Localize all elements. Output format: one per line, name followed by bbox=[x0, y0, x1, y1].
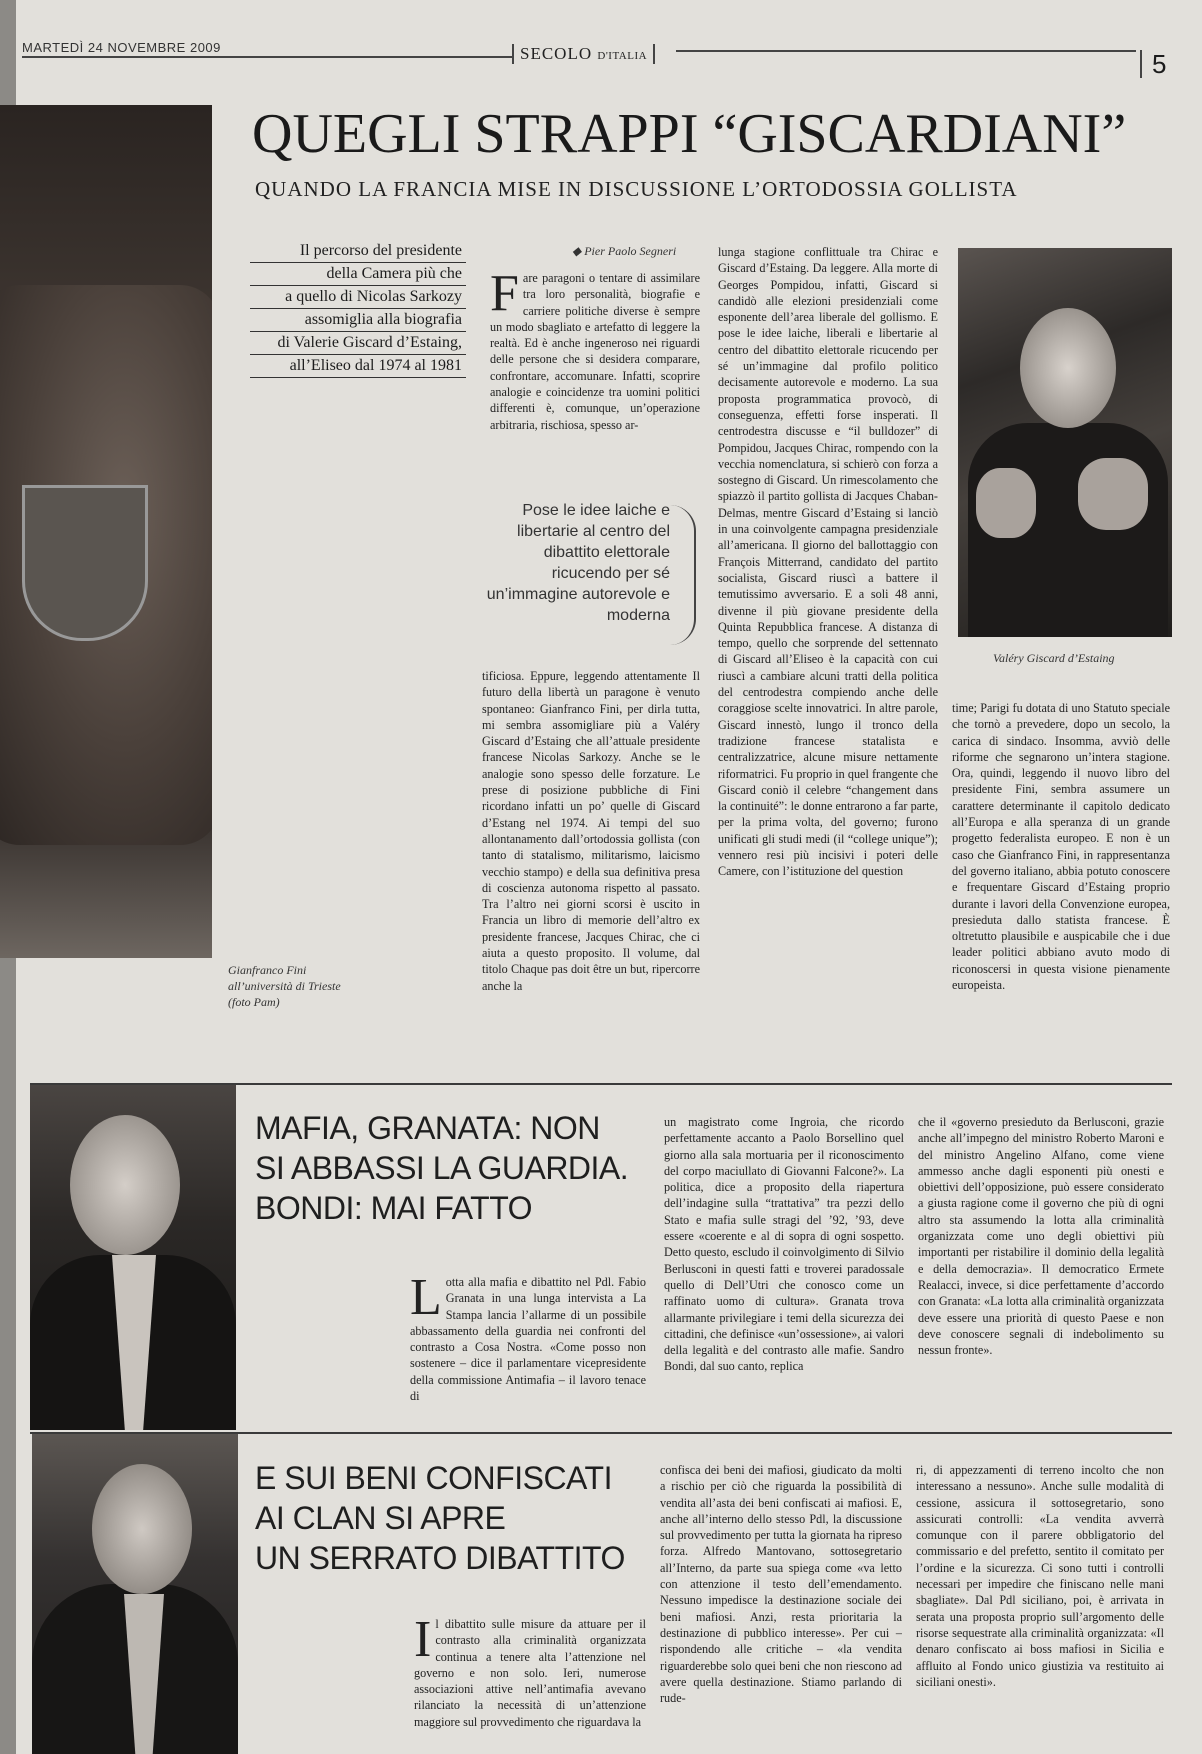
figure-head bbox=[92, 1464, 192, 1594]
headline-line: SI ABBASSI LA GUARDIA. bbox=[255, 1150, 629, 1186]
granata-photo bbox=[30, 1085, 236, 1430]
headline-line: BONDI: MAI FATTO bbox=[255, 1190, 533, 1226]
column-text: time; Parigi fu dotata di uno Statuto speciale che tornò a prevedere, dopo un secolo, la carica di sindaco. Insomma, avviò delle riforme che segnarono un’intera stagione. Ora, quindi, leggendo il nuovo libro del presidente Fini, sembra assumere un carattere determinante il capitolo dedicato all’Europa e alla speranza di un grande progetto federalista europeo. E non è un caso che Gianfranco Fini, in rappresentanza del governo italiano, abbia potuto conoscere e frequentare Giscard d’Estaing proprio durante i lavori della Convenzione europea, presieduta dallo statista francese. È oltretutto plausibile e auspicabile che i due leader politici abbiano avuto modo di riconoscersi in questa visione pienamente europeista. bbox=[952, 701, 1170, 993]
drop-cap: L bbox=[410, 1274, 442, 1326]
summary-line: di Valerie Giscard d’Estaing, bbox=[250, 332, 466, 355]
headline-line: UN SERRATO DIBATTITO bbox=[255, 1540, 625, 1576]
summary-line: Il percorso del presidente bbox=[250, 240, 466, 263]
caption-line: (foto Pam) bbox=[228, 995, 280, 1009]
summary-line: a quello di Nicolas Sarkozy bbox=[250, 286, 466, 309]
masthead bbox=[512, 44, 655, 64]
giscard-photo-caption: Valéry Giscard d’Estaing bbox=[993, 651, 1115, 665]
summary-line: assomiglia alla biografia bbox=[250, 309, 466, 332]
headline-line: MAFIA, GRANATA: NON bbox=[255, 1110, 600, 1146]
fini-photo-caption bbox=[228, 962, 341, 1010]
article-title: QUEGLI STRAPPI “GISCARDIANI” bbox=[252, 103, 1127, 165]
article-headline bbox=[255, 1458, 625, 1578]
article-column-1-top bbox=[490, 270, 700, 488]
page-number: 5 bbox=[1140, 50, 1166, 78]
pull-quote: Pose le idee laiche e libertarie al centro del dibattito elettorale ricucendo per sé un’immagine autorevole e moderna bbox=[486, 502, 670, 624]
caption-line: Gianfranco Fini bbox=[228, 963, 307, 977]
article-subtitle: QUANDO LA FRANCIA MISE IN DISCUSSIONE L’ORTODOSSIA GOLLISTA bbox=[255, 177, 1018, 201]
article-column-3 bbox=[952, 700, 1170, 1048]
article-column-1-bottom bbox=[482, 668, 700, 1048]
column-text: l dibattito sulle misure da attuare per il contrasto alla criminalità organizzata continua a tenere alta l’attenzione nel governo e non solo. Ieri, numerose associazioni attive nell’antimafia avevano rilanciato la necessità di un’attenzione maggiore sul provvedimento che riguardava la bbox=[414, 1617, 646, 1729]
column-text: lunga stagione conflittuale tra Chirac e Giscard d’Estaing. Da leggere. Alla morte di Georges Pompidou, infatti, Giscard si candidò alle elezioni presidenziali come esponente dell’area liberale del gollismo. E pose le idee laiche, liberali e libertarie al centro del dibattito elettorale ricucendo per sé un’immagine dal profilo politico decisamente autorevole e moderno. La sua proposta programmatica provocò, di conseguenza, effetti forse insperati. Il centrodestra discusse e “il bulldozer” di Pompidou, Jacques Chirac, rompendo con la vecchia nomenclatura, si schierò con forza a sostegno di Giscard. Un rimescolamento che spiazzò il partito gollista di Jacques Chaban-Delmas, mentre Giscard d’Estaing si lanciò in una coinvolgente campagna presidenziale all’americana. Il giorno del ballottaggio con François Mitterrand, candidato del partito socialista, Giscard riuscì a battere il temutissimo avversario. E a soli 48 anni, divenne il più giovane presidente della Quinta Repubblica francese. A distanza di tempo, quello che sorprende del settennato di Giscard all’Eliseo è la capacità con cui riuscì a cambiare alcuni tratti della politica del centrodestra compiendo anche delle coraggiose scelte innovatrici. In altre parole, Giscard innestò, lungo il tronco della tradizione francese statalista e centralizzatrice, alcune misure nettamente riformatrici. Fu proprio in quel frangente che Giscard coniò il celebre “changement dans la continuité”: le donne entrarono a far parte, per la prima volta, del governo; furono unificati gli studi medi (il “college unique”); vennero resi più incisivi i poteri delle Camere, con l’istituzione del question bbox=[718, 245, 938, 879]
mantovano-photo bbox=[32, 1434, 238, 1754]
headline-line: E SUI BENI CONFISCATI bbox=[255, 1460, 612, 1496]
column-text: tificiosa. Eppure, leggendo attentamente Il futuro della libertà un paragone è venuto spontaneo: Gianfranco Fini, per dirla tutta, mi sembra assomigliare più a Valéry Giscard d’Estaing che all’attuale presidente francese Nicolas Sarkozy. Anche se le analogie sono spesso delle forzature. Le prese di posizione pubbliche di Fini ricordano infatti un po’ quelle di Giscard d’Estang nel 1974. Ai tempi del suo allontanamento dall’ortodossia gollista (con tanto di statalismo, militarismo, laicismo vecchio stampo) e della sua definitiva presa di coscienza autonoma rispetto al passato. Tra l’altro nei giorni scorsi è uscito in Francia un libro di memorie dell’altro ex presidente francese, Jacques Chirac, che ci aiuta a questo proposito. Il volume, dal titolo Chaque pas doit être un but, ripercorre anche la bbox=[482, 669, 700, 993]
figure-head bbox=[1020, 308, 1116, 428]
giscard-photo bbox=[958, 248, 1172, 637]
byline: ◆ Pier Paolo Segneri bbox=[572, 244, 677, 258]
fini-photo bbox=[0, 105, 212, 958]
column-text: un magistrato come Ingroia, che ricordo perfettamente accanto a Paolo Borsellino quel giorno alla sala mortuaria per il riconoscimento del corpo maciullato di Giovanni Falcone?». La politica, dice a proposito della riapertura dell’indagine sulla “trattativa” tra pezzi dello Stato e mafia sulle stragi del ’92, ’93, deve essere «coerente e al di sopra di ogni sospetto. Detto questo, escludo il coinvolgimento di Silvio Berlusconi in questi fatti e troverei paradossale quello di Dell’Utri che conosco come un raffinato uomo di cultura». Granata trova allarmante privilegiare i temi della sicurezza dei cittadini, che definisce «un’ossessione», ai valori della legalità e del contrasto alle mafie. Sandro Bondi, dal suo canto, replica bbox=[664, 1115, 904, 1374]
article-headline bbox=[255, 1108, 628, 1228]
figure-hand bbox=[1078, 458, 1148, 530]
column-text: ri, di appezzamenti di terreno incolto che non interessano a nessuno». Anche sulle modalità di cessione, assicura il sottosegretario, sono assicurati controlli: «La vendita avverrà comunque con il parere obbligatorio del commissario e del prefetto, sentito il comitato per l’ordine e la sicurezza. Ci sono tutti i controlli necessari per impedire che finiscano nelle mani sbagliate». Dal Pdl siciliano, poi, è arrivata in serata una proposta proprio sull’argomento delle risorse sequestrate alla criminalità organizzata: «Il denaro confiscato ai boss mafiosi in Sicilia e affluito al Fondo unico giustizia va restituito ai siciliani onesti». bbox=[916, 1463, 1164, 1689]
column-text: confisca dei beni dei mafiosi, giudicato da molti a rischio per ciò che riguarda la possibilità di vendita all’asta dei beni confiscati ai mafiosi. E, anche all’interno dello stesso Pdl, la discussione sul provvedimento per tutta la giornata ha ripreso forza. Alfredo Mantovano, sottosegretario all’Interno, da parte sua spiega come «va letto con attenzione il testo dell’emendamento. Nessuno impedisce la destinazione sociale dei beni mafiosi. Anzi, resta prioritaria la destinazione di pubblico interesse». Per cui – rispondendo alle critiche – «la vendita riguarderebbe solo quei beni che non riescono ad avere quella destinazione. Stiamo parlando di rude- bbox=[660, 1463, 902, 1706]
crest-image bbox=[22, 485, 148, 641]
summary-line: all’Eliseo dal 1974 al 1981 bbox=[250, 355, 466, 378]
article-column-2 bbox=[664, 1114, 904, 1424]
pull-quote-brace bbox=[670, 505, 696, 645]
summary-line: della Camera più che bbox=[250, 263, 466, 286]
masthead-name: SECOLO bbox=[520, 44, 593, 63]
masthead-suffix: D'ITALIA bbox=[597, 50, 648, 62]
issue-date: MARTEDÌ 24 NOVEMBRE 2009 bbox=[22, 40, 221, 55]
article-column-2 bbox=[660, 1462, 902, 1754]
drop-cap: I bbox=[414, 1616, 432, 1668]
headline-line: AI CLAN SI APRE bbox=[255, 1500, 506, 1536]
article-column-1 bbox=[414, 1616, 646, 1754]
caption-line: all’università di Trieste bbox=[228, 979, 341, 993]
figure-head bbox=[70, 1115, 180, 1255]
column-text: are paragoni o tentare di assimilare tra loro personalità, biografie e carriere politiche diverse è sempre un modo sbagliato e artefatto di leggere la realtà. Ed è anche ingeneroso nei riguardi delle persone che si desidera comparare, confrontare, accomunare. Infatti, scoprire analogie e coincidenze tra uomini politici differenti è, comunque, un’operazione arbitraria, rischiosa, spesso ar- bbox=[490, 271, 700, 432]
article-summary-box bbox=[250, 240, 466, 378]
article-column-3 bbox=[916, 1462, 1164, 1754]
header-rule-left bbox=[22, 56, 512, 58]
header-rule-right bbox=[676, 50, 1136, 52]
drop-cap: F bbox=[490, 270, 519, 322]
column-text: otta alla mafia e dibattito nel Pdl. Fabio Granata in una lunga intervista a La Stampa lancia l’allarme di un possibile abbassamento della guardia nei confronti del contrasto a Cosa Nostra. «Come posso non sostenere – dice il parlamentare vicepresidente della commissione Antimafia – il lavoro tenace di bbox=[410, 1275, 646, 1404]
article-column-2 bbox=[718, 244, 938, 1048]
column-text: che il «governo presieduto da Berlusconi, grazie anche all’impegno del ministro Roberto Maroni e del ministro Angelino Alfano, come viene ammesso anche dagli esponenti più onesti e obiettivi dell’opposizione, può essere considerato a giusta ragione come il governo che più di ogni altro sta assumendo la lotta alla criminalità organizzata come uno degli obiettivi più importanti per ristabilire il dominio della legalità e della democrazia». Il democratico Ermete Realacci, invece, si dice perfettamente d’accordo con Granata: «La lotta alla criminalità organizzata deve essere una priorità di questo Paese e non deve conoscere segnali di indebolimento su nessun fronte». bbox=[918, 1115, 1164, 1358]
article-column-3 bbox=[918, 1114, 1164, 1424]
figure-hand bbox=[976, 468, 1036, 538]
article-column-1 bbox=[410, 1274, 646, 1424]
